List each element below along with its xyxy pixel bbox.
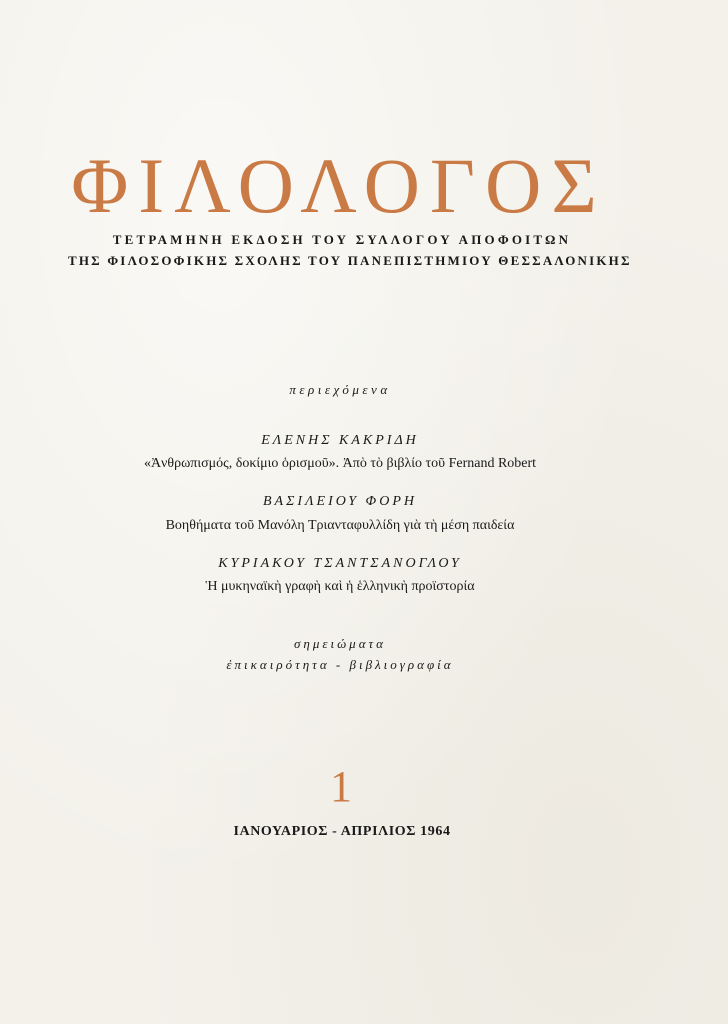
journal-title: ΦΙΛΟΛΟΓΟΣ [71, 142, 607, 229]
article-author: ΕΛΕΝΗΣ ΚΑΚΡΙΔΗ [261, 433, 419, 448]
issue-date: ΙΑΝΟΥΑΡΙΟΣ - ΑΠΡΙΛΙΟΣ 1964 [233, 824, 451, 839]
article-title: Βοηθήματα τοῦ Μανόλη Τριανταφυλλίδη γιὰ τὴ μέση παιδεία [165, 518, 515, 533]
article-author: ΚΥΡΙΑΚΟΥ ΤΣΑΝΤΣΑΝΟΓΛΟΥ [218, 556, 462, 571]
article-title: «Ἀνθρωπισμός, δοκίμιο ὁρισμοῦ». Ἀπὸ τὸ βιβλίο τοῦ Fernand Robert [143, 456, 537, 471]
subtitle-line-1: ΤΕΤΡΑΜΗΝΗ ΕΚΔΟΣΗ ΤΟΥ ΣΥΛΛΟΓΟΥ ΑΠΟΦΟΙΤΩΝ [112, 232, 572, 247]
article-author: ΒΑΣΙΛΕΙΟΥ ΦΟΡΗ [262, 494, 417, 509]
notes-subheading: ἐπικαιρότητα - βιβλιογραφία [226, 657, 454, 672]
contents-heading: περιεχόμενα [289, 382, 391, 397]
subtitle-line-2: ΤΗΣ ΦΙΛΟΣΟΦΙΚΗΣ ΣΧΟΛΗΣ ΤΟΥ ΠΑΝΕΠΙΣΤΗΜΙΟΥ ΘΕΣΣΑΛΟΝΙΚΗΣ [68, 253, 632, 268]
article-title: Ἡ μυκηναϊκὴ γραφὴ καὶ ἡ ἑλληνικὴ προϊστορία [205, 579, 475, 594]
notes-heading: σημειώματα [293, 636, 387, 651]
issue-number: 1 [330, 762, 352, 811]
